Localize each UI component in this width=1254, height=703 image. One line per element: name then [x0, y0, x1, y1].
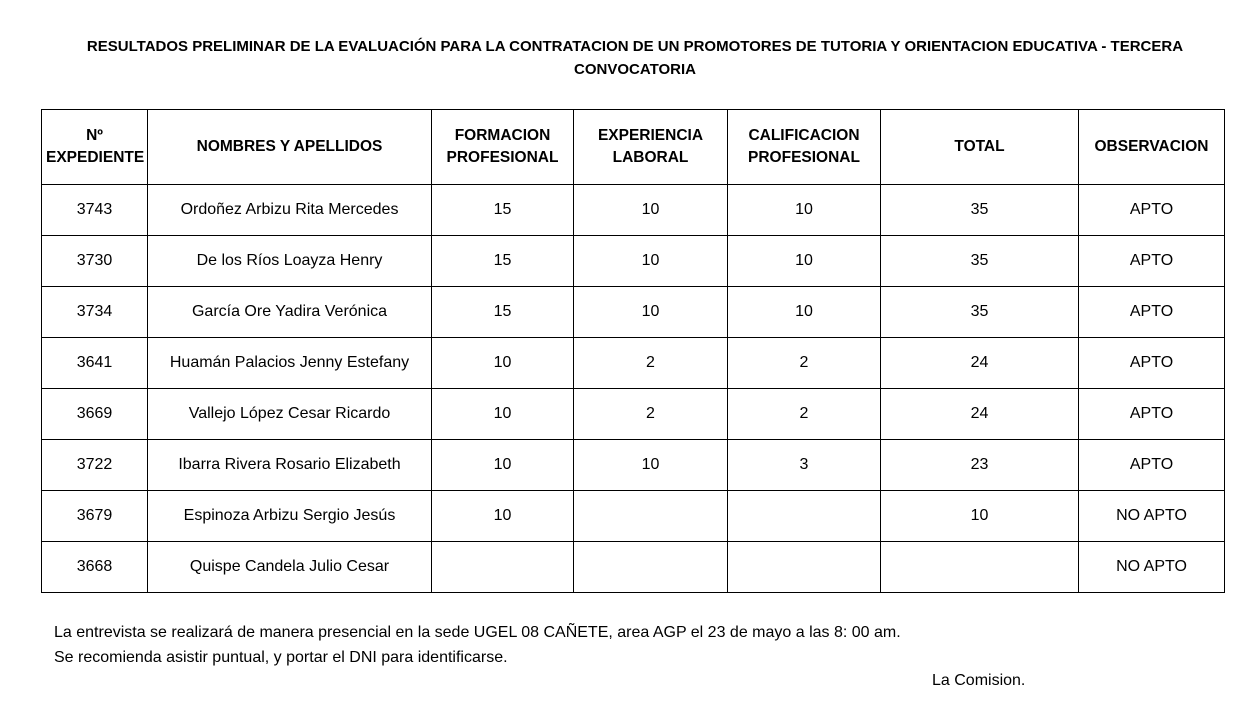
header-calificacion-line2: PROFESIONAL	[748, 149, 860, 166]
cell-total	[881, 542, 1079, 593]
footer-notes	[54, 620, 901, 670]
commission-signature: La Comision.	[932, 672, 1026, 689]
cell-observacion: APTO	[1079, 389, 1225, 440]
table-row	[42, 287, 1225, 338]
table-row	[42, 491, 1225, 542]
cell-expediente: 3743	[42, 185, 148, 236]
header-experiencia-line2: LABORAL	[612, 149, 689, 166]
cell-total: 23	[881, 440, 1079, 491]
header-formacion	[432, 110, 574, 185]
cell-calificacion	[728, 542, 881, 593]
table-row	[42, 542, 1225, 593]
header-calificacion	[728, 110, 881, 185]
table-row	[42, 185, 1225, 236]
cell-experiencia: 2	[574, 389, 728, 440]
cell-experiencia: 10	[574, 440, 728, 491]
cell-expediente: 3668	[42, 542, 148, 593]
cell-nombre: Ibarra Rivera Rosario Elizabeth	[148, 440, 432, 491]
cell-experiencia: 10	[574, 287, 728, 338]
cell-observacion: APTO	[1079, 236, 1225, 287]
cell-expediente: 3730	[42, 236, 148, 287]
cell-expediente: 3641	[42, 338, 148, 389]
header-experiencia-line1: EXPERIENCIA	[597, 127, 704, 144]
cell-experiencia	[574, 542, 728, 593]
cell-formacion: 10	[432, 491, 574, 542]
cell-total: 35	[881, 185, 1079, 236]
cell-formacion: 15	[432, 185, 574, 236]
cell-calificacion: 10	[728, 287, 881, 338]
cell-calificacion: 2	[728, 389, 881, 440]
cell-nombre: García Ore Yadira Verónica	[148, 287, 432, 338]
cell-formacion: 15	[432, 236, 574, 287]
header-experiencia	[574, 110, 728, 185]
header-expediente-line2: EXPEDIENTE	[46, 149, 145, 166]
table-row	[42, 389, 1225, 440]
cell-total: 10	[881, 491, 1079, 542]
cell-calificacion: 10	[728, 185, 881, 236]
cell-expediente: 3679	[42, 491, 148, 542]
cell-nombre: Ordoñez Arbizu Rita Mercedes	[148, 185, 432, 236]
cell-total: 24	[881, 338, 1079, 389]
header-expediente-line1: Nº	[86, 127, 103, 144]
table-row	[42, 236, 1225, 287]
header-observacion: OBSERVACION	[1079, 110, 1225, 185]
table-header-row	[42, 110, 1225, 185]
cell-formacion: 10	[432, 338, 574, 389]
cell-total: 35	[881, 236, 1079, 287]
cell-expediente: 3722	[42, 440, 148, 491]
header-calificacion-line1: CALIFICACION	[748, 127, 860, 144]
cell-nombre: De los Ríos Loayza Henry	[148, 236, 432, 287]
cell-nombre: Espinoza Arbizu Sergio Jesús	[148, 491, 432, 542]
cell-formacion: 10	[432, 389, 574, 440]
cell-experiencia: 10	[574, 236, 728, 287]
cell-nombre: Quispe Candela Julio Cesar	[148, 542, 432, 593]
cell-calificacion: 2	[728, 338, 881, 389]
cell-observacion: APTO	[1079, 185, 1225, 236]
cell-experiencia: 10	[574, 185, 728, 236]
cell-formacion	[432, 542, 574, 593]
cell-expediente: 3669	[42, 389, 148, 440]
results-table	[41, 109, 1225, 593]
cell-observacion: NO APTO	[1079, 491, 1225, 542]
cell-nombre: Huamán Palacios Jenny Estefany	[148, 338, 432, 389]
cell-experiencia	[574, 491, 728, 542]
header-nombres: NOMBRES Y APELLIDOS	[148, 110, 432, 185]
cell-calificacion: 3	[728, 440, 881, 491]
header-formacion-line1: FORMACION	[454, 127, 551, 144]
cell-calificacion: 10	[728, 236, 881, 287]
header-formacion-line2: PROFESIONAL	[446, 149, 559, 166]
cell-nombre: Vallejo López Cesar Ricardo	[148, 389, 432, 440]
cell-expediente: 3734	[42, 287, 148, 338]
document-title: RESULTADOS PRELIMINAR DE LA EVALUACIÓN PARA LA CONTRATACION DE UN PROMOTORES DE TUTORIA Y ORIENTACION EDUCATIVA - TERCERA CONVOCATORIA	[86, 38, 1184, 78]
table-row	[42, 440, 1225, 491]
table-row	[42, 338, 1225, 389]
cell-observacion: APTO	[1079, 287, 1225, 338]
cell-total: 35	[881, 287, 1079, 338]
cell-formacion: 15	[432, 287, 574, 338]
footer-line-recommendation: Se recomienda asistir puntual, y portar el DNI para identificarse.	[54, 649, 508, 666]
cell-formacion: 10	[432, 440, 574, 491]
cell-total: 24	[881, 389, 1079, 440]
cell-calificacion	[728, 491, 881, 542]
footer-line-interview: La entrevista se realizará de manera presencial en la sede UGEL 08 CAÑETE, area AGP el 23 de mayo a las 8: 00 am.	[54, 624, 901, 641]
cell-observacion: NO APTO	[1079, 542, 1225, 593]
cell-observacion: APTO	[1079, 440, 1225, 491]
cell-observacion: APTO	[1079, 338, 1225, 389]
header-expediente	[42, 110, 148, 185]
header-total: TOTAL	[881, 110, 1079, 185]
cell-experiencia: 2	[574, 338, 728, 389]
